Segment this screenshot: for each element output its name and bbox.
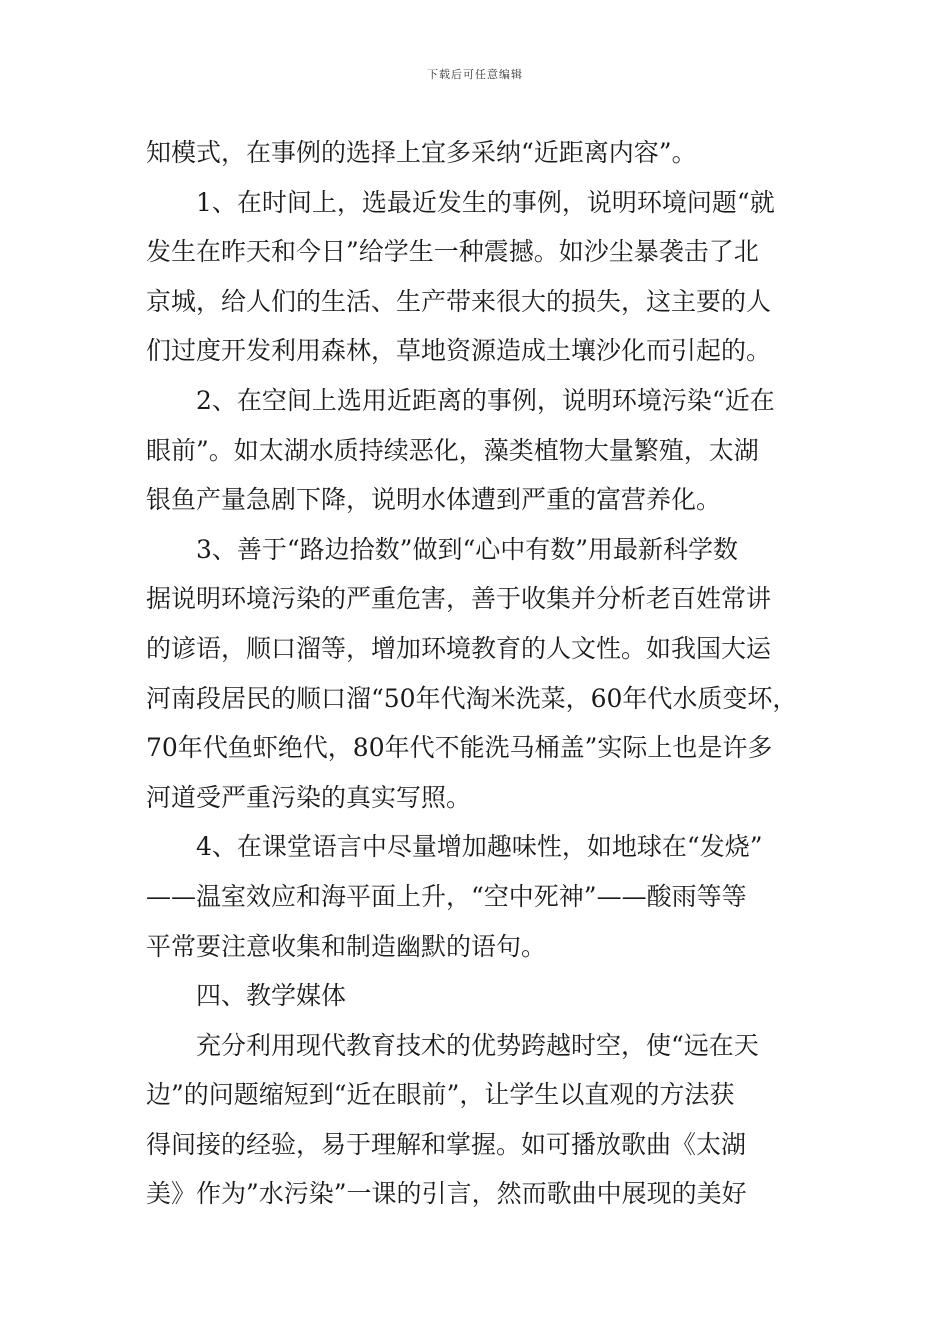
- text-line: ——温室效应和海平面上升，“空中死神”——酸雨等等: [146, 881, 747, 911]
- text-line: 银鱼产量急剧下降，说明水体遭到严重的富营养化。: [146, 485, 722, 515]
- text-line: 70年代鱼虾绝代，80年代不能洗马桶盖”实际上也是许多: [146, 733, 773, 763]
- text-line: 1、在时间上，选最近发生的事例，说明环境问题“就: [196, 187, 775, 217]
- text-line: 边”的问题缩短到“近在眼前”，让学生以直观的方法获: [146, 1080, 735, 1110]
- text-line: 得间接的经验，易于理解和掌握。如可播放歌曲《太湖: [146, 1129, 747, 1159]
- text-line: 河道受严重污染的真实写照。: [146, 782, 472, 812]
- text-line: 知模式，在事例的选择上宜多采纳“近距离内容”。: [146, 138, 697, 167]
- text-line: 3、善于“路边拾数”做到“心中有数”用最新科学数: [196, 534, 739, 564]
- text-line: 眼前”。如太湖水质持续恶化，藻类植物大量繁殖，太湖: [146, 435, 759, 465]
- text-line: 们过度开发利用森林，草地资源造成土壤沙化而引起的。: [146, 336, 772, 366]
- text-line: 充分利用现代教育技术的优势跨越时空，使“远在天: [196, 1030, 759, 1060]
- document-body: [146, 128, 826, 1219]
- text-line: 京城，给人们的生活、生产带来很大的损失，这主要的人: [146, 286, 772, 316]
- text-line: 四、教学媒体: [196, 981, 347, 1011]
- text-line: 4、在课堂语言中尽量增加趣味性，如地球在“发烧”: [196, 832, 763, 862]
- text-line: 2、在空间上选用近距离的事例，说明环境污染“近在: [196, 385, 775, 415]
- text-line: 平常要注意收集和制造幽默的语句。: [146, 931, 547, 961]
- text-line: 发生在昨天和今日”给学生一种震撼。如沙尘暴袭击了北: [146, 237, 759, 267]
- page-header: 下载后可任意编辑: [427, 68, 523, 81]
- text-line: 的谚语，顺口溜等，增加环境教育的人文性。如我国大运: [146, 633, 772, 663]
- text-line: 河南段居民的顺口溜“50年代淘米洗菜，60年代水质变坏，: [146, 683, 798, 713]
- text-line: 据说明环境污染的严重危害，善于收集并分析老百姓常讲: [146, 584, 772, 614]
- text-line: 美》作为”水污染”一课的引言，然而歌曲中展现的美好: [146, 1179, 747, 1209]
